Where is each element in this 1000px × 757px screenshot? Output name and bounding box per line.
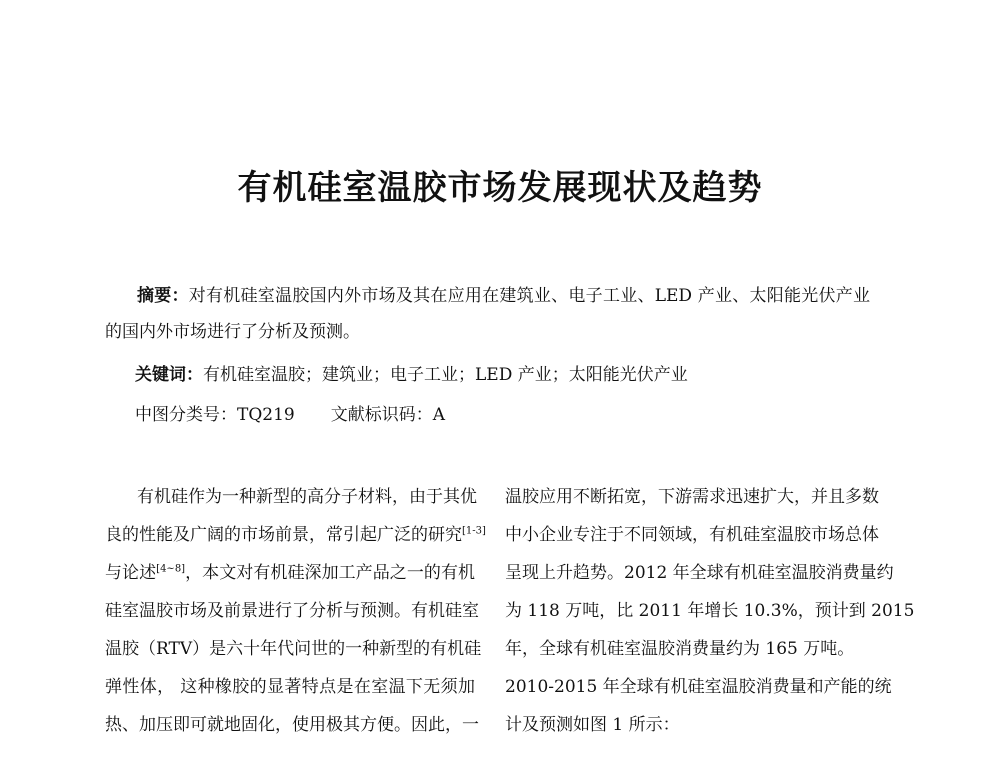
clc-label: 中图分类号： (135, 405, 237, 425)
body-right-column (505, 478, 915, 744)
body-text: ，本文对有机硅深加工产品之一的有机 (185, 563, 476, 583)
abstract-text: 对有机硅室温胶国内外市场及其在应用在建筑业、电子工业、LED 产业、太阳能光伏产业的国内外市场进行了分析及预测。 (105, 286, 871, 342)
body-line: 年，全球有机硅室温胶消费量约为 165 万吨。 (505, 639, 855, 659)
doc-code-value: A (432, 405, 446, 425)
body-left-column (105, 478, 486, 744)
classification-line (135, 397, 875, 433)
body-line (105, 554, 475, 592)
doc-code-label: 文献标识码： (330, 405, 433, 425)
citation-ref: [1-3] (462, 525, 486, 537)
keywords-label: 关键词： (135, 365, 203, 385)
abstract (105, 278, 870, 350)
clc-value: TQ219 (237, 405, 295, 425)
body-line (105, 516, 486, 554)
keywords (135, 357, 875, 393)
body-line: 弹性体， 这种橡胶的显著特点是在室温下无须加 (105, 677, 475, 697)
body-line: 呈现上升趋势。2012 年全球有机硅室温胶消费量约 (505, 563, 894, 583)
body-line: 温胶应用不断拓宽，下游需求迅速扩大，并且多数 (505, 487, 879, 507)
body-line: 热、加压即可就地固化，使用极其方便。因此，一 (105, 715, 479, 735)
abstract-label: 摘要： (137, 286, 189, 306)
body-line: 2010-2015 年全球有机硅室温胶消费量和产能的统 (505, 677, 892, 697)
body-line: 硅室温胶市场及前景进行了分析与预测。有机硅室 (105, 601, 479, 621)
citation-ref: [4~8] (156, 563, 186, 575)
body-text: 良的性能及广阔的市场前景，常引起广泛的研究 (105, 525, 462, 545)
body-line: 有机硅作为一种新型的高分子材料，由于其优 (137, 487, 477, 507)
paper-title: 有机硅室温胶市场发展现状及趋势 (237, 168, 763, 208)
body-line: 为 118 万吨，比 2011 年增长 10.3%，预计到 2015 (505, 601, 915, 621)
body-line: 计及预测如图 1 所示： (505, 715, 680, 735)
body-line: 中小企业专注于不同领域，有机硅室温胶市场总体 (505, 525, 879, 545)
body-text: 与论述 (105, 563, 157, 583)
keywords-text: 有机硅室温胶；建筑业；电子工业；LED 产业；太阳能光伏产业 (203, 365, 688, 385)
body-line: 温胶（RTV）是六十年代问世的一种新型的有机硅 (105, 639, 482, 659)
